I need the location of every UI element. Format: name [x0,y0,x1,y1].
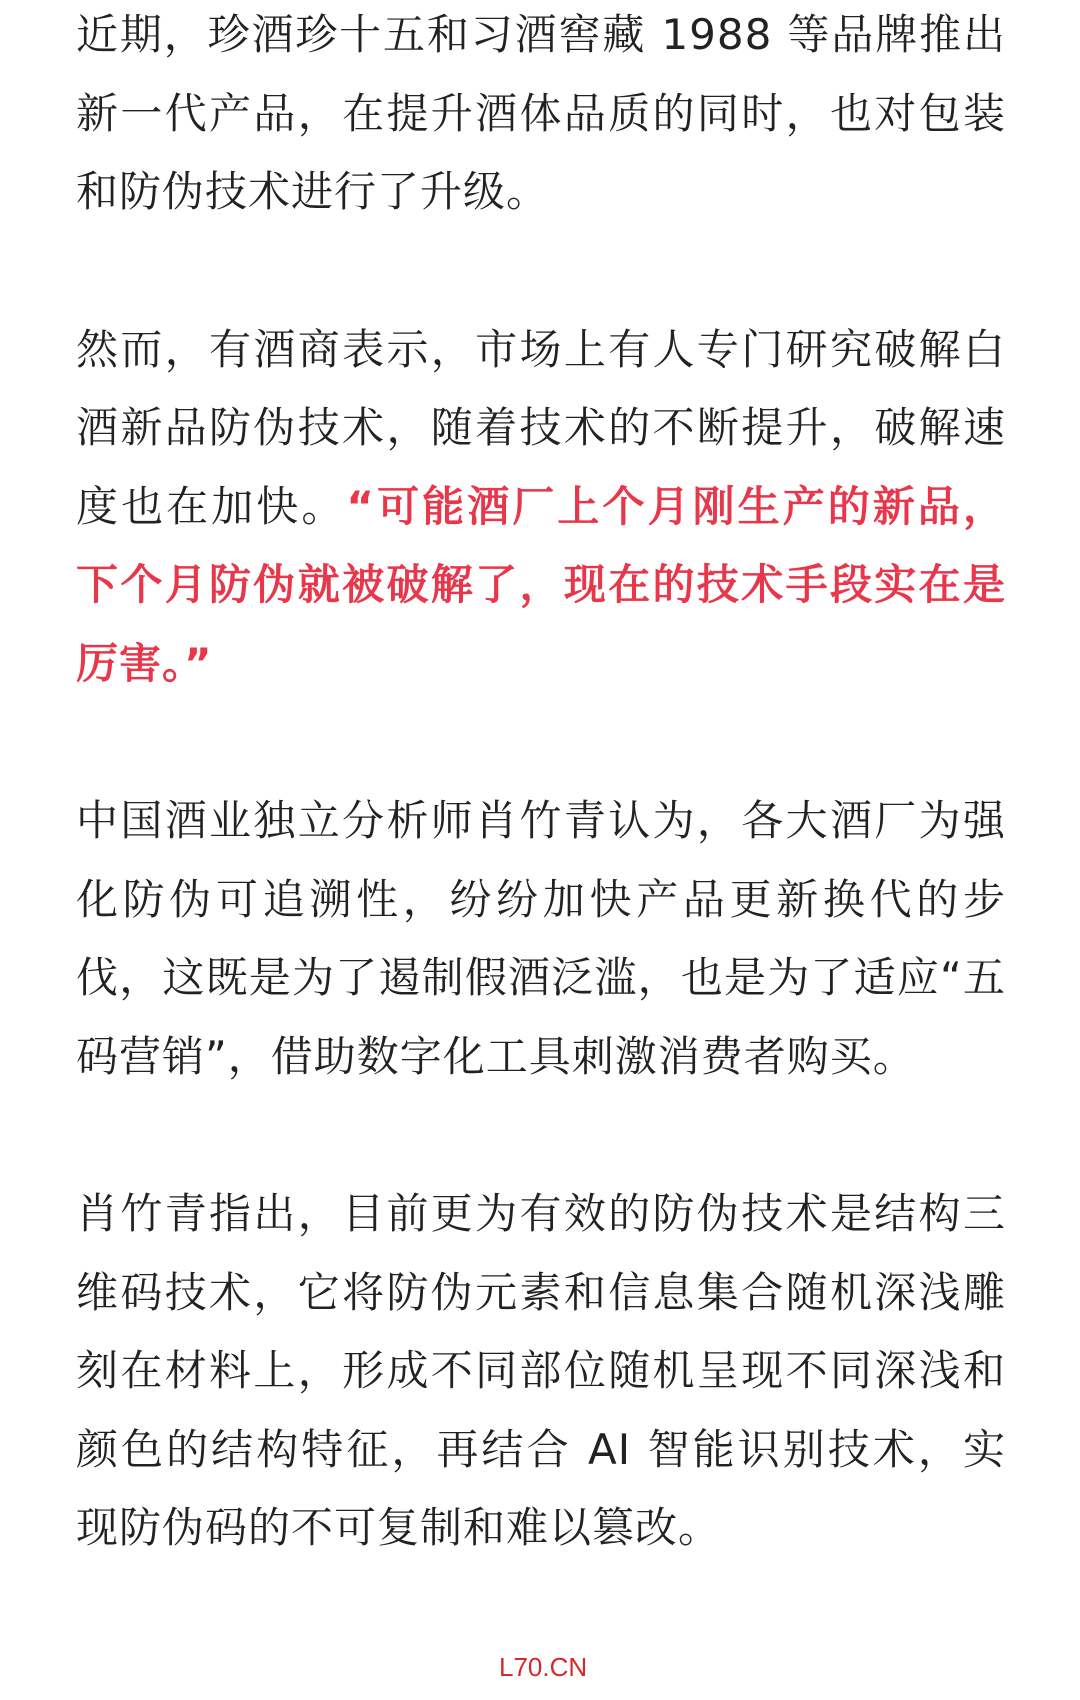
paragraph-1-text: 近期，珍酒珍十五和习酒窖藏 1988 等品牌推出新一代产品，在提升酒体品质的同时，也对包装和防伪技术进行了升级。 [76,10,1006,216]
paragraph-4 [76,1175,1006,1568]
paragraph-3 [76,782,1006,1096]
paragraph-2-text: 然而，有酒商表示，市场上有人专门研究破解白酒新品防伪技术，随着技术的不断提升，破解速度也在加快。 [76,324,1006,531]
article-body [76,0,1006,1568]
watermark-label: L70.CN [493,1650,593,1685]
paragraph-2-quote-highlight: “可能酒厂上个月刚生产的新品，下个月防伪就被破解了，现在的技术手段实在是厉害。” [76,481,1006,688]
paragraph-3-text: 中国酒业独立分析师肖竹青认为，各大酒厂为强化防伪可追溯性，纷纷加快产品更新换代的步伐，这既是为了遏制假酒泛滥，也是为了适应“五码营销”，借助数字化工具刺激消费者购买。 [76,796,1006,1081]
paragraph-1 [76,0,1006,232]
paragraph-2 [76,311,1006,704]
paragraph-4-text: 肖竹青指出，目前更为有效的防伪技术是结构三维码技术，它将防伪元素和信息集合随机深浅雕刻在材料上，形成不同部位随机呈现不同深浅和颜色的结构特征，再结合 AI 智能识别技术，实现防伪码的不可复制和难以篡改。 [76,1189,1006,1552]
